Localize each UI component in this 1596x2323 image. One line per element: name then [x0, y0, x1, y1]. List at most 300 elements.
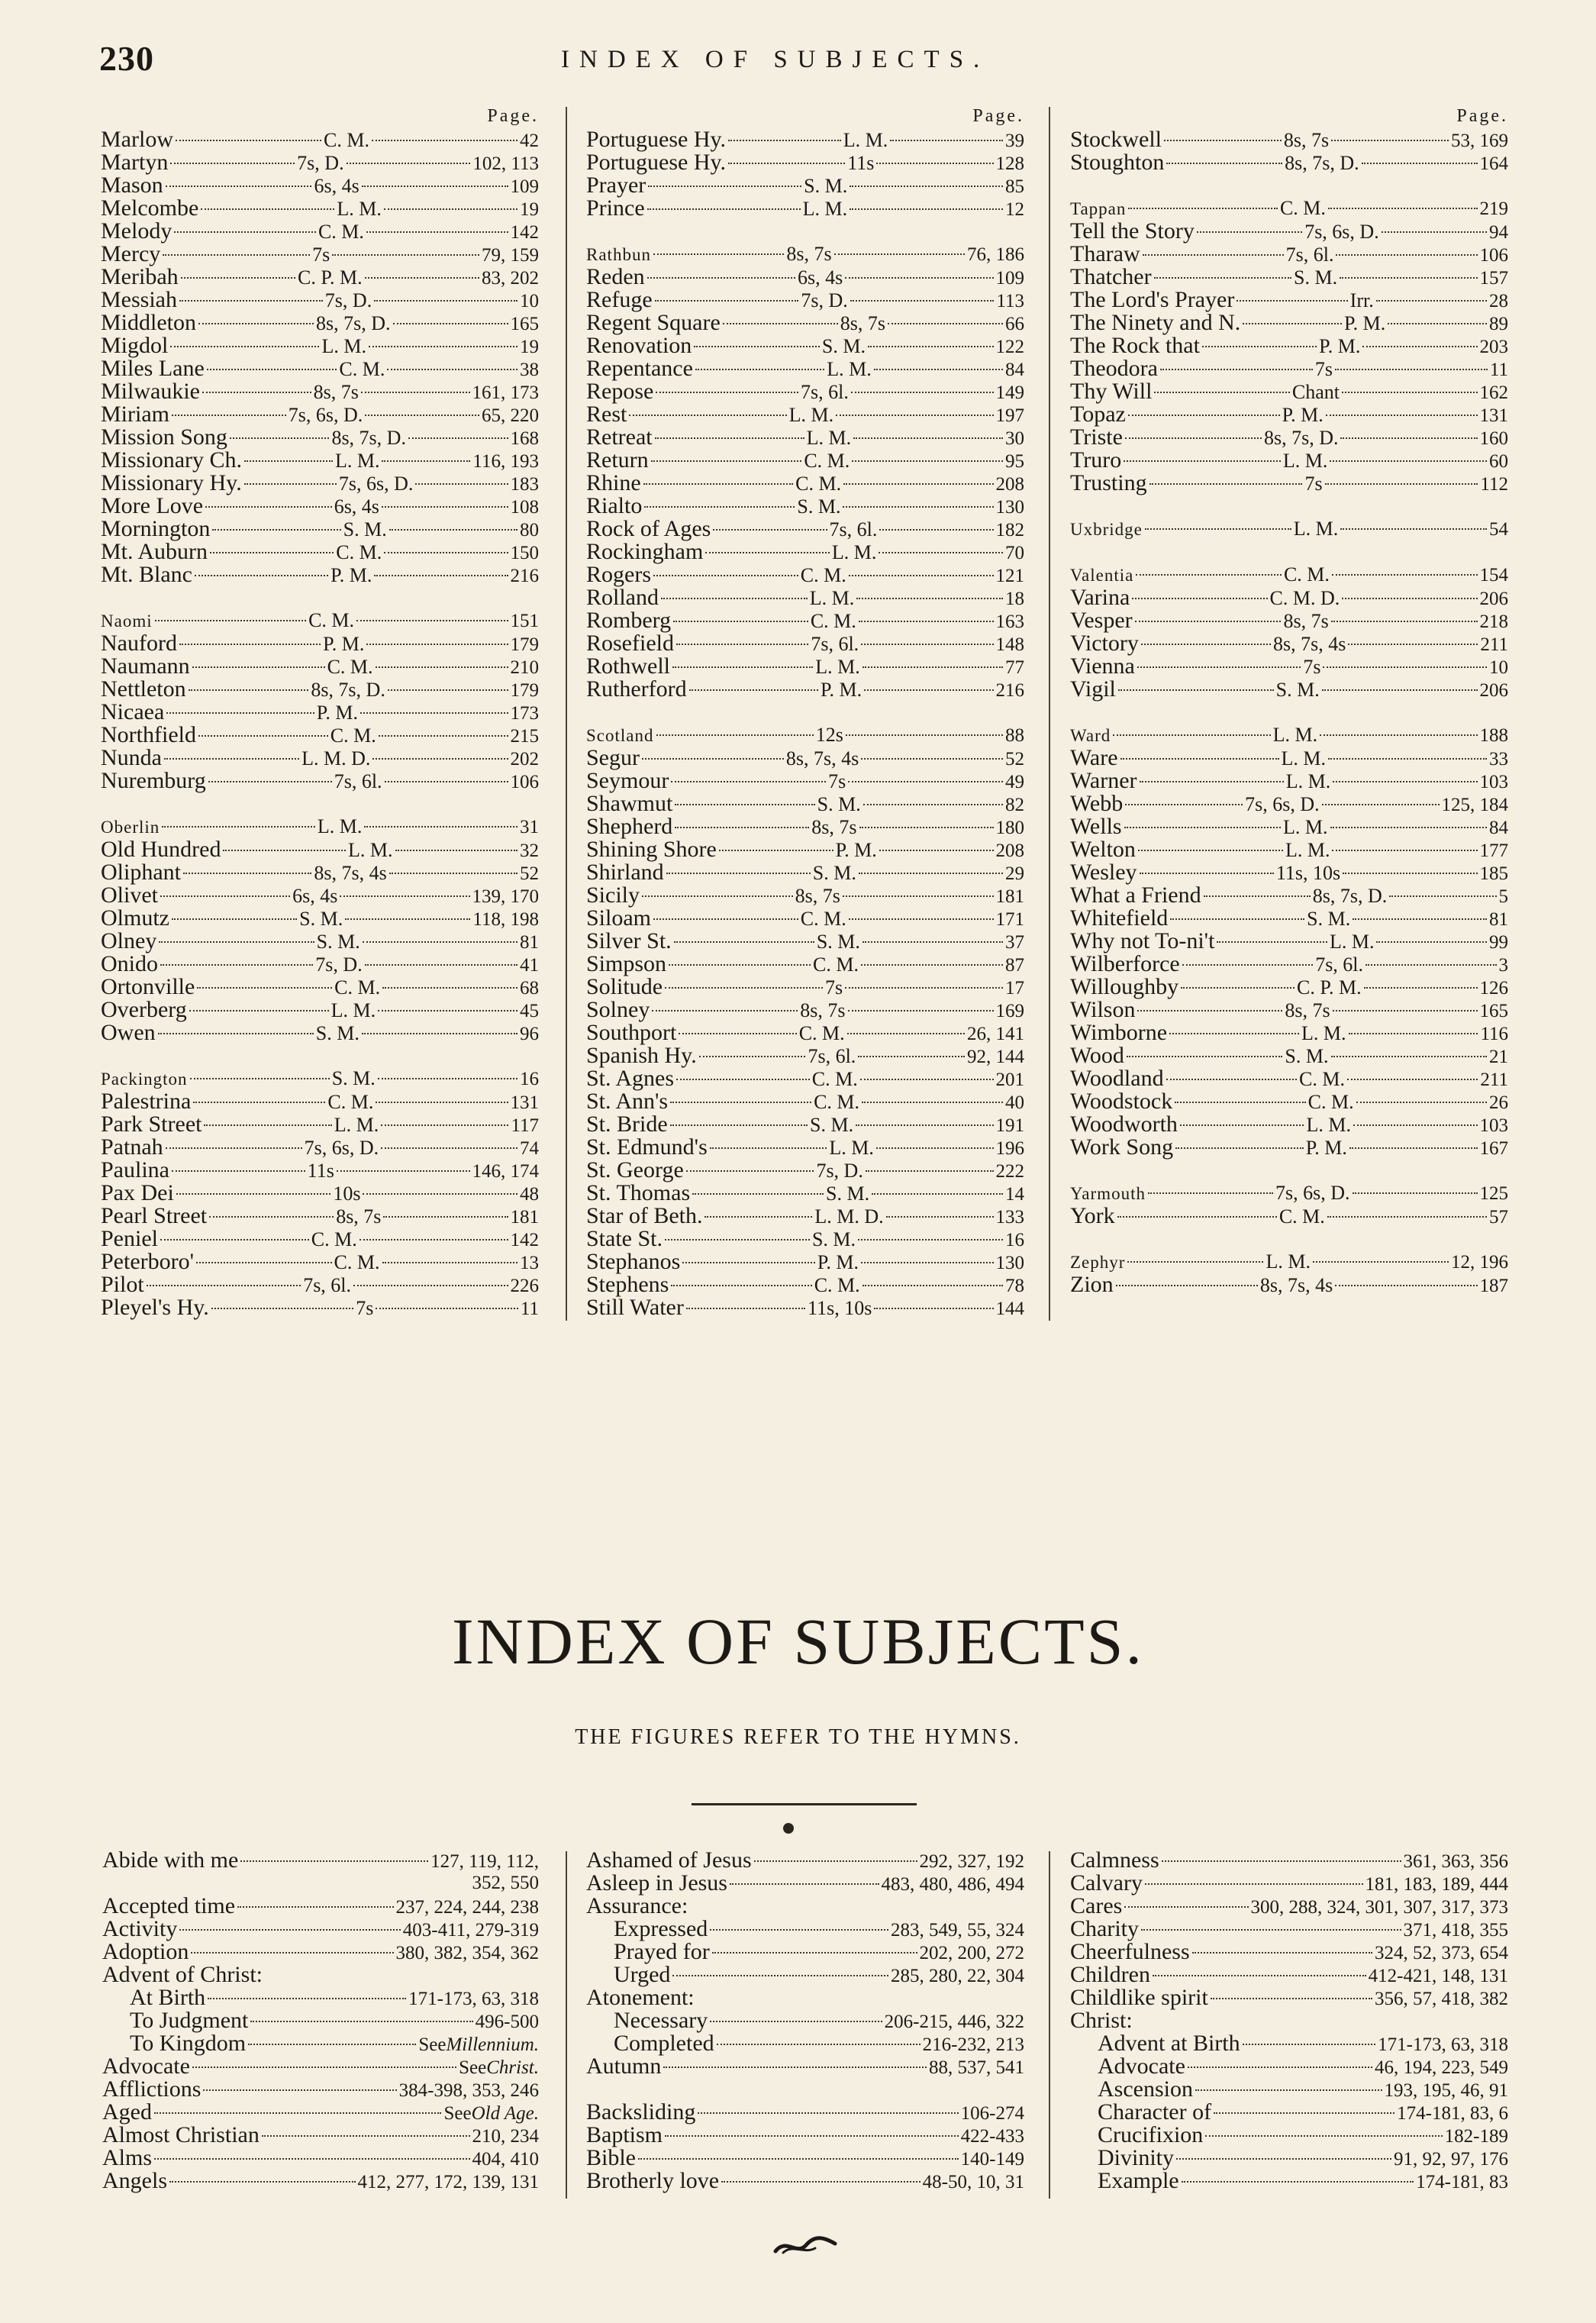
tune-name: Nauford [101, 631, 177, 656]
tune-name: Messiah [101, 287, 177, 312]
tune-meter: L. M. [1281, 747, 1327, 769]
tune-entry [586, 563, 1024, 586]
tune-entry [1070, 472, 1508, 495]
subject-name: Calvary [1070, 1870, 1143, 1896]
tune-name: Rest [586, 402, 627, 427]
tune-entry [1070, 563, 1508, 586]
dot-leader [858, 1056, 965, 1057]
subject-entry [1070, 1963, 1508, 1986]
dot-leader [671, 1285, 811, 1286]
subject-entry [102, 1986, 539, 2009]
tune-name: Miles Lane [101, 356, 205, 381]
tune-name: Still Water [586, 1295, 684, 1320]
subject-entry [1070, 1918, 1508, 1941]
tune-name: Naomi [101, 611, 153, 631]
dot-leader [1214, 2112, 1394, 2114]
page-numbers: 14 [1005, 1184, 1024, 1205]
dot-leader [237, 1906, 393, 1908]
dot-leader [1169, 1033, 1299, 1034]
tune-entry [1070, 266, 1508, 289]
tune-entry [1070, 334, 1508, 357]
dot-leader [1330, 460, 1487, 462]
hymn-numbers: 300, 288, 324, 301, 307, 317, 373 [1250, 1897, 1508, 1918]
page-numbers: 42 [520, 131, 540, 151]
tune-meter: 7s, 6s, D. [1304, 221, 1379, 243]
tune-name: Shawmut [586, 791, 673, 816]
page-numbers: 40 [1005, 1092, 1025, 1113]
subject-name: Bible [586, 2145, 636, 2170]
tune-entry [586, 1182, 1024, 1205]
tune-entry [586, 403, 1024, 426]
dot-leader [366, 231, 508, 233]
subject-entry [1070, 1849, 1508, 1872]
tune-entry [1070, 953, 1508, 976]
page-numbers: 154 [1479, 565, 1509, 586]
tune-meter: 8s, 7s [1283, 610, 1329, 632]
dot-leader [202, 392, 311, 393]
tune-entry [101, 609, 539, 632]
tune-entry [1070, 724, 1508, 747]
tune-entry [586, 1273, 1024, 1296]
subject-name: Cheerfulness [1070, 1939, 1190, 1964]
tune-meter: P. M. [323, 633, 365, 655]
dot-leader [363, 941, 517, 943]
dot-leader [223, 850, 346, 851]
subject-name: Afflictions [102, 2076, 202, 2102]
tune-entry [586, 426, 1024, 449]
tune-meter: 7s, D. [297, 152, 344, 174]
tune-entry [1070, 907, 1508, 930]
dot-leader [376, 1308, 518, 1309]
column-divider [566, 107, 567, 1321]
page-numbers: 191 [995, 1115, 1024, 1136]
dot-leader [653, 253, 784, 255]
subject-name: Cares [1070, 1893, 1123, 1918]
tune-entry [101, 769, 539, 792]
dot-leader [1175, 1147, 1304, 1149]
subject-name: Charity [1070, 1916, 1139, 1941]
dot-leader [1328, 208, 1478, 209]
dot-leader [653, 575, 798, 576]
dot-leader [1127, 1056, 1283, 1057]
hymn-numbers: 202, 200, 272 [919, 1943, 1024, 1963]
tune-name: Pilot [101, 1272, 144, 1297]
dot-leader [203, 2089, 396, 2091]
tune-meter: 7s [1314, 358, 1333, 380]
tune-meter: 8s, 7s, D. [311, 679, 385, 701]
hymn-numbers: See [459, 2057, 487, 2078]
tune-entry [1070, 976, 1508, 999]
dot-leader [661, 598, 808, 599]
hymn-numbers: 324, 52, 373, 654 [1375, 1943, 1508, 1963]
tune-name: Ware [1070, 745, 1118, 770]
dot-leader [861, 964, 1003, 966]
section-gap [1070, 701, 1508, 724]
dot-leader [704, 1216, 812, 1218]
tune-entry [586, 678, 1024, 701]
cross-reference: Christ. [486, 2057, 539, 2078]
page-numbers: 131 [1479, 405, 1509, 426]
tune-name: Patnah [101, 1134, 163, 1160]
dot-leader [204, 1124, 331, 1126]
tune-name: Refuge [586, 287, 653, 312]
tune-name: Wood [1070, 1043, 1124, 1068]
tune-meter: S. M. [343, 518, 387, 540]
subject-name: Childlike spirit [1070, 1985, 1208, 2010]
page-numbers: 133 [995, 1207, 1025, 1228]
dot-leader [850, 208, 1003, 210]
dot-leader [363, 1193, 517, 1195]
tune-meter: 8s, 7s [840, 312, 886, 334]
dot-leader [1211, 1998, 1372, 1999]
dot-leader [1182, 2181, 1414, 2183]
tune-entry [586, 999, 1024, 1021]
dot-leader [1388, 323, 1487, 324]
page-numbers: 19 [520, 337, 540, 357]
dot-leader [890, 140, 1003, 141]
dot-leader [671, 781, 826, 782]
tune-name: Triste [1070, 424, 1123, 450]
subject-name: Advocate [1098, 2054, 1185, 2079]
tune-meter: 7s, 6l. [808, 1045, 856, 1067]
tune-entry [586, 861, 1024, 884]
tune-name: Woodworth [1070, 1111, 1178, 1137]
subject-entry [1070, 1941, 1508, 1963]
dot-leader [1353, 1192, 1478, 1194]
subject-name: Alms [102, 2145, 153, 2170]
tune-name: Wesley [1070, 860, 1137, 885]
tune-meter: C. M. [814, 1091, 860, 1113]
page-numbers: 74 [520, 1138, 540, 1159]
dot-leader [1353, 918, 1487, 920]
tune-entry [586, 495, 1024, 518]
tune-entry [1070, 289, 1508, 311]
tune-meter: 7s [828, 770, 846, 792]
subject-entry [586, 2170, 1024, 2192]
dot-leader [1124, 1906, 1248, 1908]
dot-leader [379, 735, 508, 737]
tune-entry [1070, 380, 1508, 403]
dot-leader [1154, 277, 1291, 279]
section-gap [1070, 174, 1508, 197]
tune-name: Trusting [1070, 470, 1147, 495]
page-numbers: 65, 220 [482, 405, 540, 426]
subject-name: Urged [614, 1962, 671, 1987]
tune-meter: 7s, 6l. [811, 633, 859, 655]
dot-leader [1180, 1124, 1304, 1126]
hymn-numbers: 210, 234 [472, 2126, 539, 2147]
tune-name: Pearl Street [101, 1203, 208, 1228]
dot-leader [369, 346, 517, 347]
page-numbers: 106 [510, 772, 540, 792]
subject-entry [102, 2055, 539, 2078]
tune-name: Nuremburg [101, 768, 206, 793]
tune-name: Rock of Ages [586, 516, 711, 541]
tune-entry [1070, 1136, 1508, 1159]
tune-entry [1070, 747, 1508, 769]
tune-meter: L. M. [829, 1137, 874, 1159]
tune-entry [101, 930, 539, 953]
hymn-numbers: 496-500 [475, 2012, 539, 2032]
tune-name: Middleton [101, 310, 196, 335]
tune-meter: 6s, 4s [797, 266, 843, 289]
page-numbers: 216 [995, 680, 1024, 701]
hymn-numbers: 285, 280, 22, 304 [891, 1966, 1024, 1986]
tune-entry [101, 334, 539, 357]
subject-name: Accepted time [102, 1893, 236, 1918]
dot-leader [389, 873, 517, 874]
tune-name: Repentance [586, 356, 693, 381]
tune-entry [1070, 1044, 1508, 1067]
dot-leader [364, 826, 517, 828]
subject-entry [102, 1918, 539, 1941]
dot-leader [1330, 827, 1487, 828]
dot-leader [181, 277, 295, 279]
tune-meter: C. M. [800, 564, 846, 586]
subject-name: Advent of Christ: [102, 1962, 263, 1987]
dot-leader [1125, 804, 1243, 805]
tune-name: Repose [586, 379, 654, 404]
dot-leader [183, 873, 311, 874]
page-numbers: 188 [1479, 725, 1509, 746]
dot-leader [1202, 346, 1317, 347]
tune-meter: C. M. [324, 129, 369, 151]
tune-meter: C. M. [330, 724, 376, 747]
tune-entry [586, 197, 1024, 220]
page-numbers: 149 [995, 382, 1025, 403]
subject-entry [586, 1918, 1024, 1941]
dot-leader [719, 850, 833, 851]
tune-entry [586, 724, 1024, 747]
dot-leader [655, 300, 799, 302]
hymn-numbers: 404, 410 [472, 2149, 539, 2170]
dot-leader [656, 392, 798, 393]
page-numbers: 49 [1005, 772, 1025, 792]
subjects-index-subtitle: THE FIGURES REFER TO THE HYMNS. [575, 1725, 1021, 1749]
tune-meter: C. M. [318, 221, 364, 243]
tune-name: Shepherd [586, 814, 673, 839]
dot-leader [1320, 734, 1477, 736]
tune-name: Simpson [586, 951, 667, 976]
tune-name: Mt. Auburn [101, 539, 208, 564]
tune-entry [586, 540, 1024, 563]
tune-entry [101, 289, 539, 311]
tune-name: Mt. Blanc [101, 562, 192, 587]
tune-entry [586, 334, 1024, 357]
dot-leader [845, 277, 993, 279]
hymn-numbers: 193, 195, 46, 91 [1384, 2080, 1508, 2101]
tune-entry [1070, 838, 1508, 861]
tune-name: Olmutz [101, 905, 169, 931]
tune-name: Rockingham [586, 539, 704, 564]
dot-leader [415, 483, 508, 485]
page-numbers: 218 [1479, 611, 1509, 632]
dot-leader [158, 1033, 314, 1034]
tune-name: Pleyel's Hy. [101, 1295, 209, 1320]
dot-leader [853, 437, 1003, 439]
dot-leader [384, 552, 508, 553]
dot-leader [643, 483, 793, 485]
page-numbers: 169 [995, 1001, 1024, 1021]
page-numbers: 211 [1480, 634, 1508, 655]
tune-entry [101, 701, 539, 724]
tune-meter: C. M. [1307, 1091, 1354, 1113]
tune-meter: P. M. [817, 1251, 859, 1273]
tune-name: Vigil [1070, 676, 1116, 702]
tune-name: St. Agnes [586, 1066, 675, 1091]
hymn-numbers: 182-189 [1444, 2126, 1508, 2147]
dot-leader [712, 1952, 917, 1954]
tune-meter: S. M. [816, 931, 860, 953]
dot-leader [705, 552, 830, 553]
dot-leader [647, 277, 795, 279]
hymn-numbers: 403-411, 279-319 [402, 1920, 539, 1941]
tune-name: Segur [586, 745, 640, 770]
dot-leader [382, 987, 517, 989]
tune-name: Vienna [1070, 653, 1135, 679]
dot-leader [1335, 369, 1488, 370]
tune-entry [101, 472, 539, 495]
page-numbers: 68 [520, 978, 539, 999]
dot-leader [856, 598, 1003, 599]
dot-leader [1145, 528, 1291, 530]
subject-entry [586, 2009, 1024, 2032]
tune-meter: S. M. [812, 862, 856, 884]
tune-name: St. Bride [586, 1111, 668, 1137]
page-numbers: 53, 169 [1451, 131, 1508, 151]
page-numbers: 206 [1479, 680, 1509, 701]
tune-name: Mission Song [101, 424, 227, 450]
tune-meter: L. M. D. [301, 747, 371, 769]
subject-entry [586, 2124, 1024, 2147]
page-numbers: 196 [995, 1138, 1025, 1159]
dot-leader [675, 827, 809, 828]
subject-name: Ashamed of Jesus [586, 1847, 752, 1873]
dot-leader [159, 941, 314, 943]
tune-entry [586, 1090, 1024, 1113]
hymn-numbers: 371, 418, 355 [1403, 1920, 1508, 1941]
tune-meter: C. M. [339, 358, 385, 380]
tune-meter: S. M. [810, 1114, 854, 1136]
page-numbers: 185 [1479, 863, 1508, 884]
tune-meter: L. M. [1283, 816, 1328, 838]
dot-leader [196, 1262, 332, 1263]
dot-leader [1356, 1102, 1487, 1103]
tune-index-column-3 [1070, 104, 1508, 1296]
page-numbers: 126 [1479, 978, 1509, 999]
subject-name: Advent at Birth [1098, 2031, 1240, 2056]
dot-leader [337, 1170, 470, 1172]
tune-name: Northfield [101, 722, 196, 747]
tune-entry [1070, 1021, 1508, 1044]
dot-leader [197, 987, 332, 989]
dot-leader [1176, 2158, 1391, 2160]
tune-entry [1070, 999, 1508, 1021]
tune-meter: 7s [1303, 656, 1321, 678]
dot-leader [888, 323, 1003, 324]
hymn-numbers: See [418, 2034, 447, 2055]
tune-name: The Ninety and N. [1070, 310, 1241, 335]
hymn-numbers: 127, 119, 112, [430, 1851, 539, 1872]
hymn-numbers-continued: 352, 550 [472, 1873, 539, 1893]
tune-name: Topaz [1070, 402, 1126, 427]
tune-meter: L. M. [827, 358, 872, 380]
dot-leader [849, 575, 994, 576]
tune-entry [586, 1296, 1024, 1319]
dot-leader [365, 277, 479, 279]
tune-name: Rathbun [586, 245, 651, 264]
tune-name: Park Street [101, 1111, 202, 1137]
tune-meter: 12s [815, 724, 843, 746]
tune-meter: C. M. [1278, 1205, 1325, 1228]
tune-meter: L. M. [1293, 518, 1339, 540]
tune-name: Wells [1070, 814, 1122, 839]
dot-leader [861, 758, 1003, 760]
subject-index-column-2 [586, 1849, 1024, 2192]
dot-leader [1376, 941, 1487, 943]
tune-name: Naumann [101, 653, 190, 679]
tune-entry [586, 357, 1024, 380]
dot-leader [176, 140, 321, 141]
page-number: 230 [99, 39, 154, 78]
page-numbers: 80 [520, 520, 540, 540]
dot-leader [1188, 2067, 1372, 2068]
tune-meter: L. M. [831, 541, 877, 563]
tune-entry [101, 1159, 539, 1182]
dot-leader [859, 873, 1003, 874]
page-numbers: 12, 196 [1451, 1252, 1509, 1273]
tune-name: Spanish Hy. [586, 1043, 697, 1068]
hymn-numbers: 206-215, 446, 322 [884, 2012, 1024, 2032]
dot-leader [679, 1033, 796, 1034]
page-numbers: 39 [1005, 131, 1025, 151]
tune-entry [586, 380, 1024, 403]
tune-entry [101, 1205, 539, 1228]
dot-leader [384, 208, 517, 210]
subject-entry [102, 2124, 539, 2147]
dot-leader [1243, 2044, 1376, 2045]
tune-name: Paulina [101, 1157, 169, 1182]
page-numbers: 106 [1479, 245, 1508, 266]
tune-meter: S. M. [811, 1228, 856, 1250]
dot-leader [195, 575, 328, 576]
subject-name: Atonement: [586, 1985, 695, 2010]
page-numbers: 103 [1479, 772, 1508, 792]
dot-leader [1160, 369, 1313, 370]
tune-entry [586, 1067, 1024, 1090]
tune-meter: 8s, 7s [800, 999, 846, 1021]
tune-meter: C. M. [814, 1274, 860, 1296]
tune-name: Webb [1070, 791, 1124, 816]
page-numbers: 201 [995, 1070, 1024, 1090]
tune-meter: S. M. [1307, 908, 1351, 930]
subject-name: Adoption [102, 1939, 189, 1964]
tune-meter: 11s [847, 152, 875, 174]
tune-name: Yarmouth [1070, 1184, 1146, 1203]
tune-entry [101, 311, 539, 334]
page-numbers: 54 [1489, 519, 1508, 540]
dot-leader [717, 2044, 921, 2045]
page-numbers: 128 [995, 153, 1025, 174]
dot-leader [670, 1102, 811, 1103]
page-numbers: 118, 198 [472, 909, 539, 930]
section-gap [1070, 540, 1508, 563]
dot-leader [849, 918, 994, 920]
tune-entry [586, 953, 1024, 976]
tune-meter: 8s, 7s, D. [1263, 427, 1339, 449]
page-numbers: 108 [510, 497, 539, 518]
page-numbers: 11 [1489, 360, 1508, 380]
